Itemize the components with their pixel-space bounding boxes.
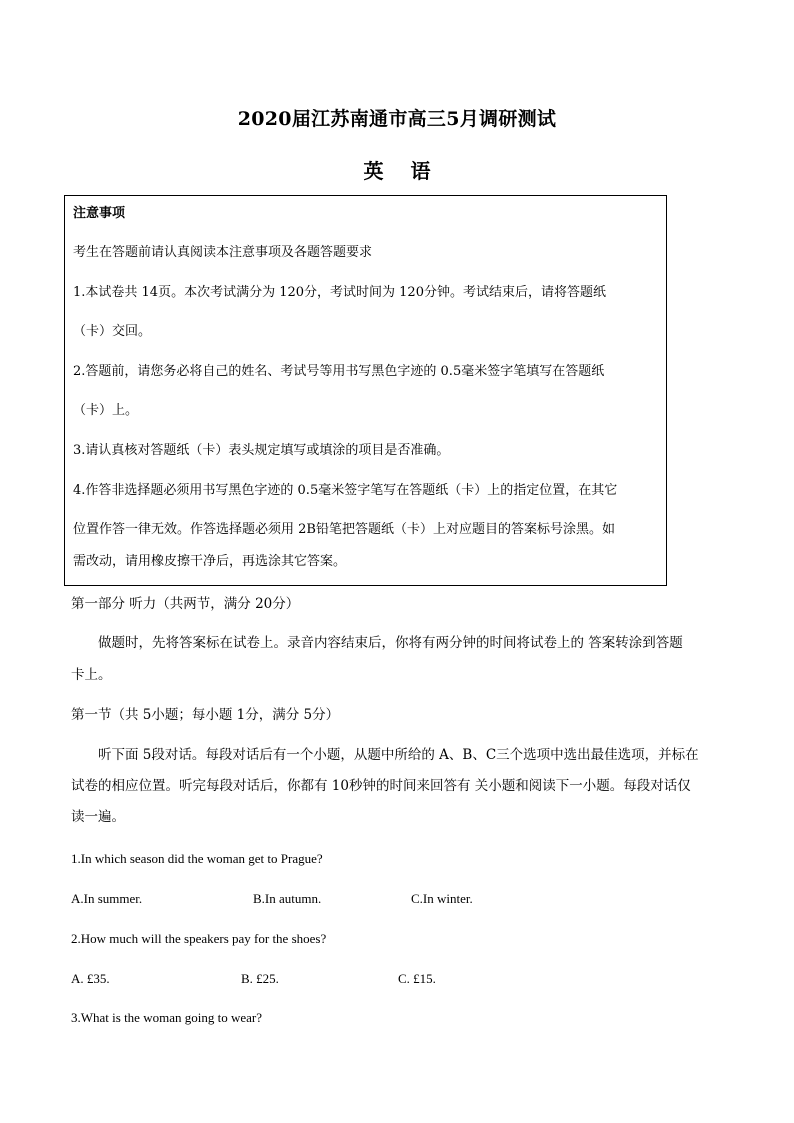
notice-line: 3.请认真核对答题纸（卡）表头规定填写或填涂的项目是否准确。 <box>73 443 450 458</box>
notice-line: 4.作答非选择题必须用书写黑色字迹的 0.5毫米签字笔写在答题纸（卡）上的指定位置，在其它 <box>73 483 618 498</box>
notice-line: 需改动，请用橡皮擦干净后，再选涂其它答案。 <box>73 554 347 569</box>
section1-instruction: 听下面 5段对话。每段对话后有一个小题，从题中所给的 A、B、C三个选项中选出最佳选项，并标在 <box>98 747 699 763</box>
notice-line: 考生在答题前请认真阅读本注意事项及各题答题要求 <box>73 245 373 260</box>
part1-instruction: 卡上。 <box>71 667 112 683</box>
section1-heading: 第一节（共 5小题；每小题 1分，满分 5分） <box>71 707 340 723</box>
notice-box <box>64 195 667 586</box>
question-1-option-b: B.In autumn. <box>253 891 322 906</box>
notice-heading: 注意事项 <box>73 206 126 221</box>
section1-instruction: 试卷的相应位置。听完每段对话后，你都有 10秒钟的时间来回答有 关小题和阅读下一小题。每段对话仅 <box>71 778 691 794</box>
question-3: 3.What is the woman going to wear? <box>71 1010 262 1025</box>
notice-line: 位置作答一律无效。作答选择题必须用 2B铅笔把答题纸（卡）上对应题目的答案标号涂黑。如 <box>73 522 615 537</box>
subject-title: 英 语 <box>363 159 441 183</box>
notice-line: （卡）上。 <box>73 403 139 418</box>
question-1: 1.In which season did the woman get to Prague? <box>71 851 323 866</box>
question-1-option-c: C.In winter. <box>411 891 473 906</box>
question-2-option-b: B. £25. <box>241 971 279 986</box>
part1-heading: 第一部分 听力（共两节，满分 20分） <box>71 596 300 612</box>
notice-line: 2.答题前，请您务必将自己的姓名、考试号等用书写黑色字迹的 0.5毫米签字笔填写在答题纸 <box>73 364 605 379</box>
question-1-option-a: A.In summer. <box>71 891 143 906</box>
exam-title: 2020届江苏南通市高三5月调研测试 <box>237 108 557 130</box>
part1-instruction: 做题时，先将答案标在试卷上。录音内容结束后，你将有两分钟的时间将试卷上的 答案转涂到答题 <box>98 635 683 651</box>
notice-line: （卡）交回。 <box>73 324 152 339</box>
question-2: 2.How much will the speakers pay for the shoes? <box>71 931 327 946</box>
question-2-option-c: C. £15. <box>398 971 436 986</box>
section1-instruction: 读一遍。 <box>71 809 125 825</box>
notice-line: 1.本试卷共 14页。本次考试满分为 120分，考试时间为 120分钟。考试结束后，请将答题纸 <box>73 285 606 300</box>
question-2-option-a: A. £35. <box>71 971 110 986</box>
